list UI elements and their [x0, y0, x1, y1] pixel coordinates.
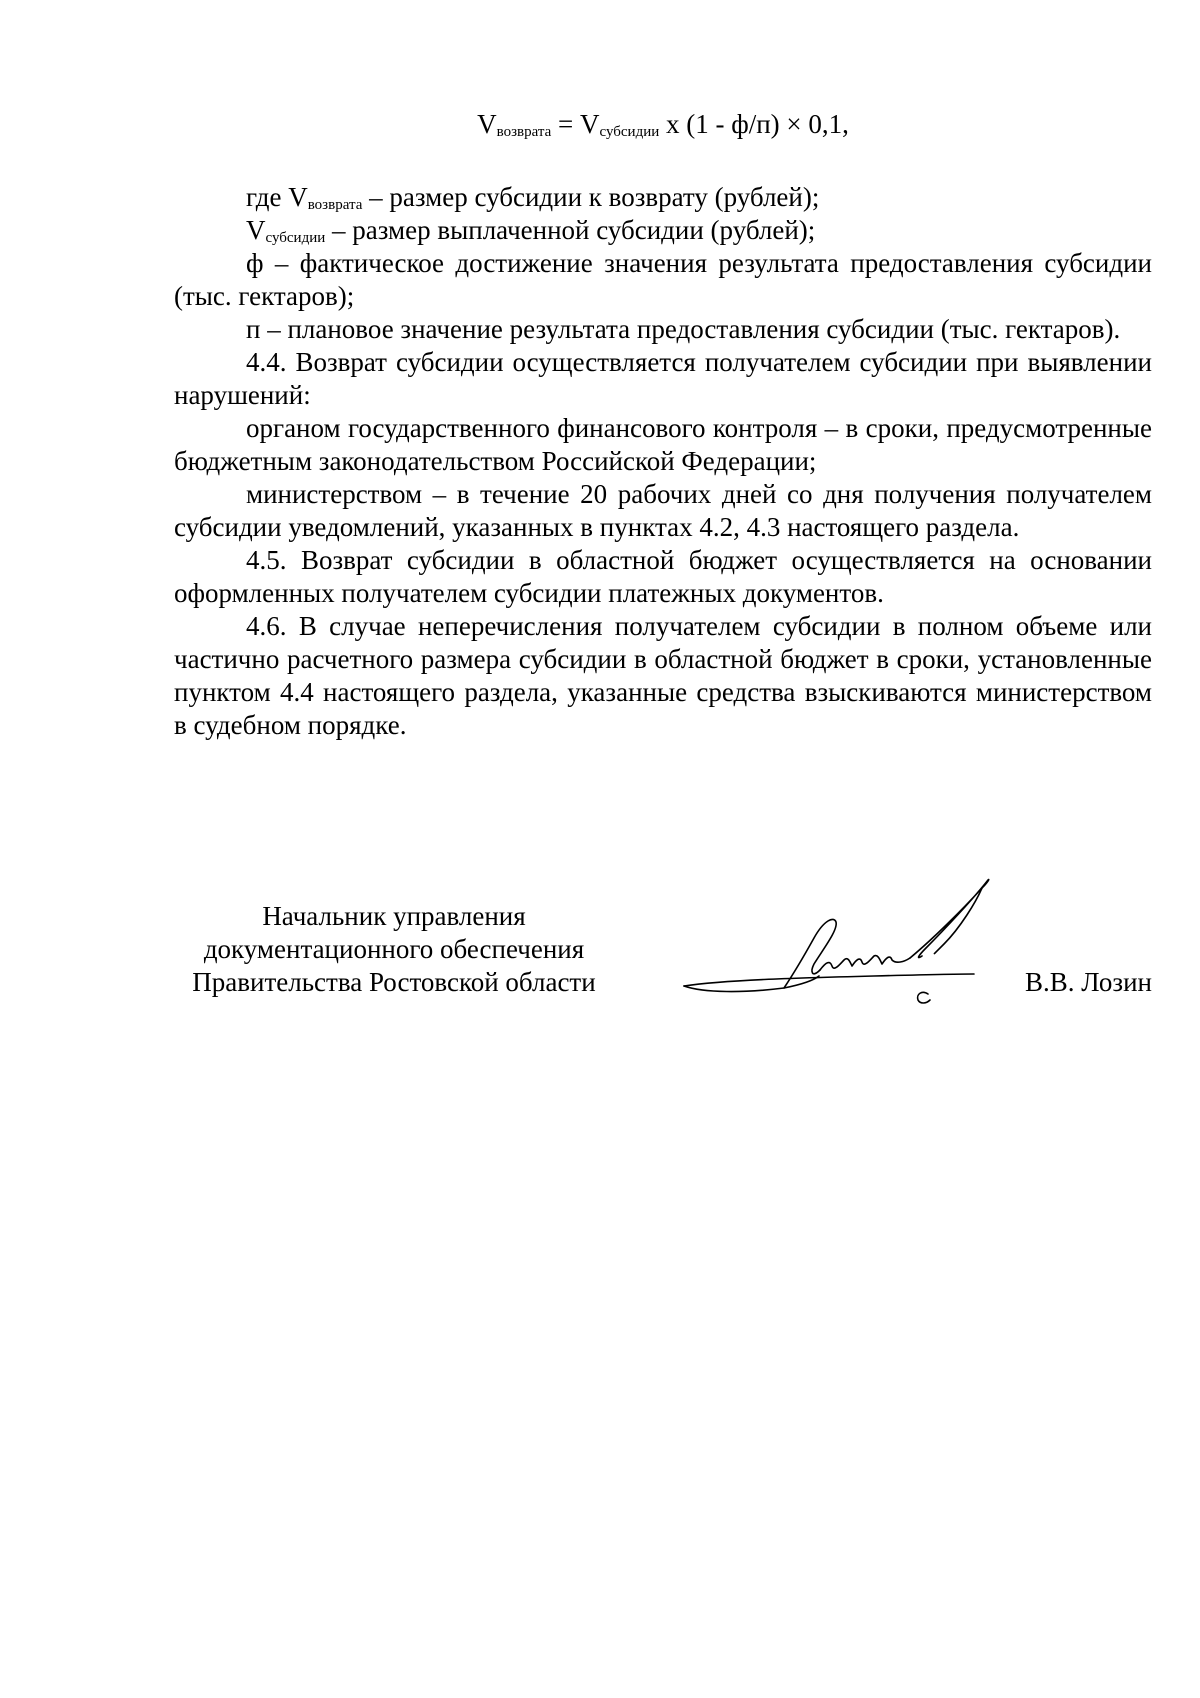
signature-block [174, 900, 1152, 1040]
definition-v-return [174, 181, 1152, 214]
document-body [174, 108, 1152, 742]
formula-v-subsidy-sub: субсидии [599, 124, 660, 140]
formula-rest: x (1 - ф/п) × 0,1, [659, 109, 849, 139]
definition-subsidy-sub: субсидии [265, 230, 326, 246]
paragraph-4-5: 4.5. Возврат субсидии в областной бюджет осуществляется на основании оформленных получателем субсидии платежных документов. [174, 545, 1152, 608]
return-formula [174, 108, 1152, 141]
definition-p: п – плановое значение результата предоставления субсидии (тыс. гектаров). [246, 314, 1121, 344]
handwritten-signature [664, 868, 994, 1018]
signatory-title-line-2: документационного обеспечения [203, 934, 585, 964]
signatory-title-line-1: Начальник управления [262, 901, 526, 931]
paragraph-control-body: органом государственного финансового контроля – в сроки, предусмотренные бюджетным законодательством Российской Федерации; [174, 413, 1152, 476]
definition-where-text: – размер субсидии к возврату (рублей); [362, 182, 820, 212]
paragraph-4-6: 4.6. В случае неперечисления получателем субсидии в полном объеме или частично расчетного размера субсидии в областной бюджет в сроки, установленные пунктом 4.4 настоящего раздела, указанные средства взыскиваются министерством в судебном порядке. [174, 611, 1152, 740]
signatory-title-line-3: Правительства Ростовской области [192, 967, 596, 997]
formula-equals: = [551, 109, 580, 139]
definition-v-subsidy [174, 214, 1152, 247]
definition-where-sub: возврата [307, 197, 363, 213]
definition-subsidy-text: – размер выплаченной субсидии (рублей); [325, 215, 816, 245]
paragraph-ministry: министерством – в течение 20 рабочих дней со дня получения получателем субсидии уведомлений, указанных в пунктах 4.2, 4.3 настоящего раздела. [174, 479, 1152, 542]
signatory-title [174, 900, 614, 999]
signatory-name: В.В. Лозин [1025, 967, 1152, 997]
formula-v-return-sub: возврата [496, 124, 552, 140]
definition-f: ф – фактическое достижение значения результата предоставления субсидии (тыс. гектаров); [174, 248, 1152, 311]
formula-v-return: V [477, 109, 497, 139]
formula-v-subsidy: V [579, 109, 600, 139]
definition-where-prefix: где V [246, 182, 308, 212]
definition-subsidy-prefix: V [246, 215, 266, 245]
paragraph-4-4: 4.4. Возврат субсидии осуществляется получателем субсидии при выявлении нарушений: [174, 347, 1152, 410]
